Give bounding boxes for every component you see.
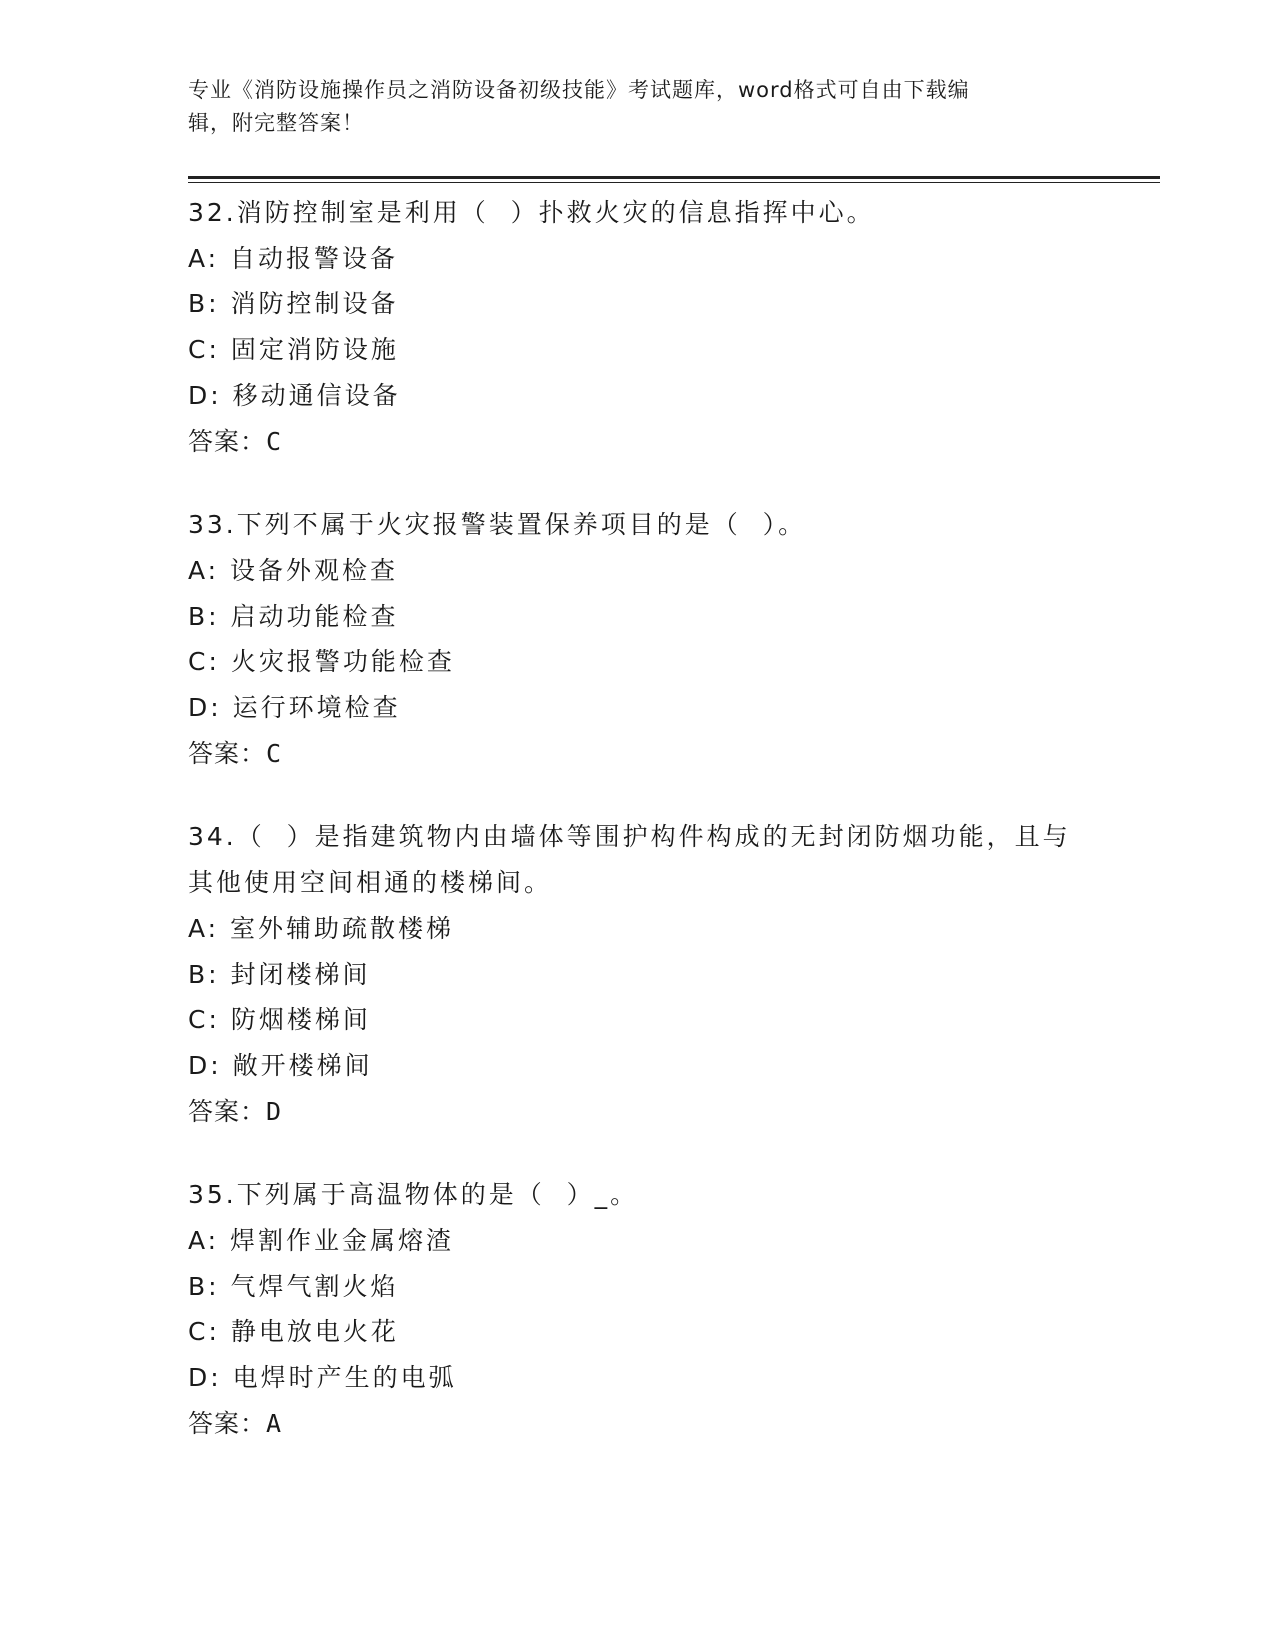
option-a: A: 自动报警设备 (188, 243, 399, 273)
question-stem: 34.（ ）是指建筑物内由墙体等围护构件构成的无封闭防烟功能，且与其他使用空间相通的楼梯间。 (188, 822, 1071, 898)
question-stem: 33.下列不属于火灾报警装置保养项目的是（ ）。 (188, 510, 807, 540)
answer-line (188, 731, 1088, 777)
answer-value: C (266, 738, 283, 768)
question-32 (188, 190, 1088, 464)
answer-value: A (266, 1408, 283, 1438)
option-d: D: 电焊时产生的电弧 (188, 1363, 457, 1393)
answer-value: C (266, 426, 283, 456)
question-stem: 32.消防控制室是利用（ ）扑救火灾的信息指挥中心。 (188, 198, 875, 227)
header-line-2: 辑，附完整答案！ (188, 111, 364, 135)
question-35 (188, 1172, 1088, 1446)
answer-line (188, 1089, 1088, 1135)
option-d: D: 移动通信设备 (188, 380, 401, 410)
answer-label: 答案： (188, 1408, 267, 1438)
option-a: A: 焊割作业金属熔渣 (188, 1226, 455, 1256)
option-c: C: 静电放电火花 (188, 1317, 399, 1347)
option-d: D: 敞开楼梯间 (188, 1050, 373, 1080)
document-header (188, 74, 1088, 140)
answer-line (188, 1401, 1088, 1447)
option-d: D: 运行环境检查 (188, 693, 401, 723)
answer-line (188, 419, 1088, 465)
answer-label: 答案： (188, 1096, 267, 1126)
answer-value: D (266, 1096, 283, 1126)
option-a: A: 设备外观检查 (188, 555, 399, 585)
header-divider-thick (188, 176, 1160, 179)
option-c: C: 防烟楼梯间 (188, 1005, 371, 1035)
option-b: B: 气焊气割火焰 (188, 1271, 399, 1301)
option-b: B: 消防控制设备 (188, 289, 399, 319)
answer-label: 答案： (188, 426, 267, 456)
option-c: C: 固定消防设施 (188, 335, 399, 365)
option-b: B: 封闭楼梯间 (188, 959, 371, 989)
option-b: B: 启动功能检查 (188, 601, 399, 631)
question-list (188, 190, 1088, 1485)
header-divider-thin (188, 182, 1160, 183)
question-33 (188, 502, 1088, 776)
question-34 (188, 814, 1088, 1134)
question-stem: 35.下列属于高温物体的是（ ）_。 (188, 1180, 639, 1210)
header-line-1: 专业《消防设施操作员之消防设备初级技能》考试题库，word格式可自由下载编 (188, 78, 970, 102)
option-a: A: 室外辅助疏散楼梯 (188, 913, 455, 943)
answer-label: 答案： (188, 738, 267, 768)
option-c: C: 火灾报警功能检查 (188, 647, 455, 677)
